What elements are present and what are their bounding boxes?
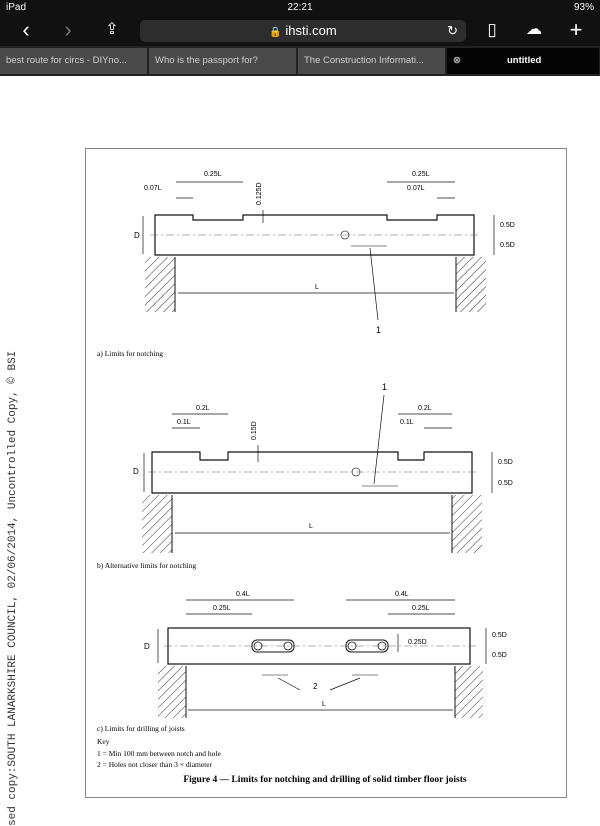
caption-a: a) Limits for notching [97,349,164,358]
dim-b-02l-left: 0.2L [196,405,210,412]
dim-c-025l-left: 0.25L [213,605,231,612]
forward-button[interactable]: › [64,17,72,42]
tab-construction[interactable]: The Construction Informati... [298,48,446,74]
back-button[interactable]: ‹ [22,17,30,42]
dim-a-025l-right: 0.25L [412,171,430,178]
close-tab-icon[interactable]: ⊗ [453,55,461,66]
dim-a-05d-bottom: 0.5D [500,242,515,249]
dim-b-d: D [133,467,139,476]
tab-passport[interactable]: Who is the passport for? [149,48,297,74]
dim-a-025l-left: 0.25L [204,171,222,178]
dim-b-01l-left: 0.1L [177,419,191,426]
support-left-a [145,257,175,312]
dim-b-02l-right: 0.2L [418,405,432,412]
key-item-1: 1 = Min 100 mm between notch and hole [97,749,221,758]
url-text: ihsti.com [285,23,337,38]
lock-icon: 🔒 [269,27,282,38]
battery-label: 93% [573,2,594,13]
dim-b-015d: 0.15D [251,421,258,440]
dim-b-l: L [309,523,313,530]
caption-c: c) Limits for drilling of joists [97,724,185,733]
diagram-a [134,171,515,335]
dim-a-007l-right: 0.07L [407,185,425,192]
key-title: Key [97,737,110,746]
dim-c-025d: 0.25D [408,639,427,646]
tab-diynot[interactable]: best route for circs - DIYno... [0,48,148,74]
reload-icon[interactable]: ↻ [447,23,458,38]
diagram-c [144,591,507,718]
figure-title: Figure 4 — Limits for notching and drilling of solid timber floor joists [183,775,467,785]
key-callout-a: 1 [376,325,382,335]
clock: 22:21 [287,2,313,13]
key-item-2: 2 = Holes not closer than 3 × diameter [97,760,213,769]
dim-b-05d-top: 0.5D [498,459,513,466]
support-right-c [455,666,483,718]
copyright-watermark: sed copy:SOUTH LANARKSHIRE COUNCIL, 02/06/2014, Uncontrolled Copy, © BSI [7,350,19,826]
dim-b-05d-bottom: 0.5D [498,480,513,487]
dim-c-04l-left: 0.4L [236,591,250,598]
dim-c-04l-right: 0.4L [395,591,409,598]
support-left-b [142,495,172,553]
bookmarks-button[interactable]: ▯ [487,20,497,39]
dim-c-d: D [144,642,150,651]
dim-a-d: D [134,231,140,240]
support-right-b [452,495,482,553]
dim-a-l: L [315,284,319,291]
support-left-c [158,666,186,718]
support-right-a [456,257,486,312]
dim-c-l: L [322,701,326,708]
dim-a-0125d: 0.125D [256,182,263,205]
key-callout-c: 2 [313,682,318,691]
dim-c-05d-bottom: 0.5D [492,652,507,659]
dim-a-007l-left: 0.07L [144,185,162,192]
new-tab-button[interactable]: + [569,17,583,42]
key-callout-b: 1 [382,382,388,392]
dim-b-01l-right: 0.1L [400,419,414,426]
tab-untitled-label: untitled [507,55,542,66]
carrier-label: iPad [6,2,27,13]
dim-c-05d-top: 0.5D [492,632,507,639]
diagram-b [133,382,513,553]
caption-b: b) Alternative limits for notching [97,561,197,570]
share-button[interactable]: ⇪ [105,21,119,38]
dim-c-025l-right: 0.25L [412,605,430,612]
dim-a-05d-top: 0.5D [500,222,515,229]
joist-b [152,452,472,493]
cloud-tabs-button[interactable]: ☁ [526,21,542,38]
